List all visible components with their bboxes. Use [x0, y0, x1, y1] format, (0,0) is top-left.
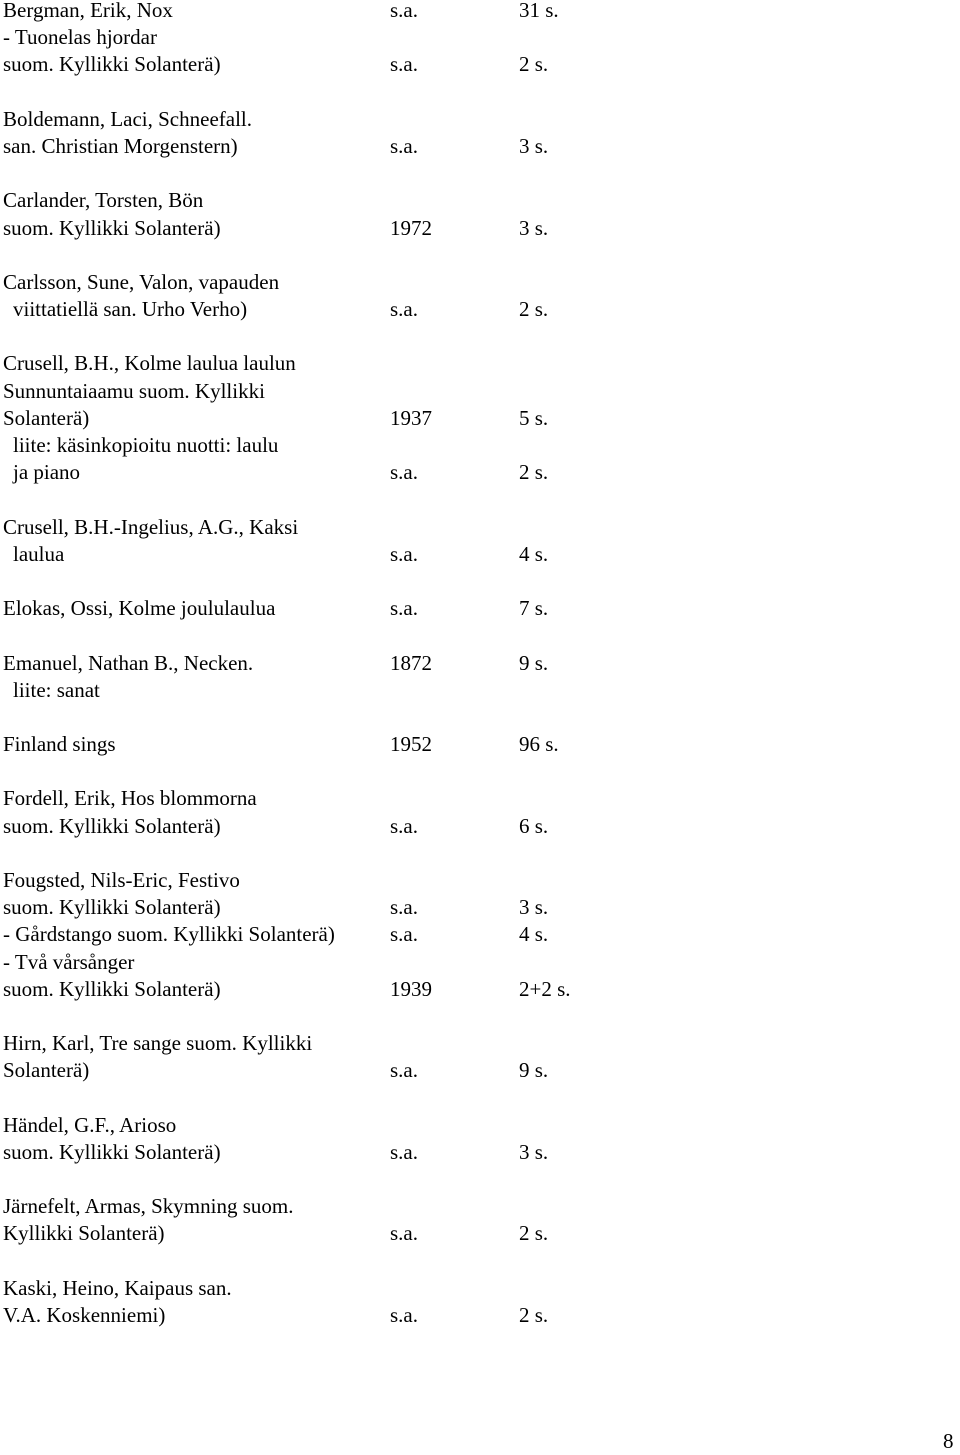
entry-line — [3, 296, 903, 323]
entry-line — [3, 921, 903, 948]
entry-pages: 9 s. — [519, 650, 549, 675]
entry-year: s.a. — [390, 0, 418, 22]
entry-text: Emanuel, Nathan B., Necken. — [3, 650, 254, 675]
entry-line — [3, 731, 903, 758]
entry-text: Crusell, B.H., Kolme laulua laulun — [3, 351, 296, 376]
entry-line — [3, 133, 903, 160]
entry-line — [3, 405, 903, 432]
entry-line — [3, 976, 903, 1003]
entry-pages: 31 s. — [519, 0, 559, 22]
entry-year: 1872 — [390, 650, 432, 675]
entry-line — [3, 459, 903, 486]
entry-text: liite: käsinkopioitu nuotti: laulu — [13, 433, 279, 457]
entry-year: s.a. — [390, 1303, 418, 1327]
entry-line — [3, 1057, 903, 1084]
entry-text: Fordell, Erik, Hos blommorna — [3, 786, 257, 811]
entry-text: Solanterä) — [3, 405, 90, 430]
catalog-listing — [3, 0, 903, 1356]
entry-line — [3, 24, 903, 51]
entry-line — [3, 0, 903, 24]
entry-text: Crusell, B.H.-Ingelius, A.G., Kaksi — [3, 514, 299, 539]
entry-text: Solanterä) — [3, 1058, 90, 1083]
catalog-entry — [3, 106, 903, 160]
entry-year: s.a. — [390, 922, 418, 947]
entry-pages: 2 s. — [519, 1221, 549, 1246]
entry-text: - Tuonelas hjordar — [3, 25, 157, 50]
entry-text: Händel, G.F., Arioso — [3, 1112, 177, 1137]
entry-line — [3, 51, 903, 78]
entry-line — [3, 1220, 903, 1247]
entry-text: Elokas, Ossi, Kolme joululaulua — [3, 596, 276, 621]
entry-text: Carlsson, Sune, Valon, vapauden — [3, 269, 280, 294]
entry-pages: 5 s. — [519, 405, 549, 430]
entry-line — [3, 1112, 903, 1139]
entry-pages: 3 s. — [519, 215, 549, 240]
entry-line — [3, 378, 903, 405]
entry-text: ja piano — [13, 460, 81, 485]
catalog-entry — [3, 514, 903, 568]
entry-year: s.a. — [390, 895, 418, 920]
catalog-entry — [3, 1193, 903, 1247]
entry-pages: 3 s. — [519, 1139, 549, 1164]
entry-year: s.a. — [390, 460, 418, 485]
entry-text: viittatiellä san. Urho Verho) — [13, 297, 248, 322]
catalog-entry — [3, 187, 903, 241]
entry-text: suom. Kyllikki Solanterä) — [3, 813, 221, 838]
entry-line — [3, 1030, 903, 1057]
entry-line — [3, 514, 903, 541]
entry-text: Bergman, Erik, Nox — [3, 0, 173, 22]
entry-line — [3, 813, 903, 840]
entry-year: s.a. — [390, 813, 418, 838]
entry-text: Kaski, Heino, Kaipaus san. — [3, 1275, 232, 1300]
entry-pages: 4 s. — [519, 541, 549, 566]
entry-line — [3, 269, 903, 296]
catalog-entry — [3, 1275, 903, 1329]
page-number: 8 — [943, 1429, 954, 1453]
entry-year: s.a. — [390, 1221, 418, 1246]
entry-year: s.a. — [390, 1058, 418, 1083]
entry-year: 1972 — [390, 215, 432, 240]
catalog-entry — [3, 0, 903, 79]
entry-text: laulua — [13, 541, 65, 566]
entry-pages: 2 s. — [519, 52, 549, 77]
entry-pages: 9 s. — [519, 1058, 549, 1083]
catalog-entry — [3, 1112, 903, 1166]
entry-text: Kyllikki Solanterä) — [3, 1221, 165, 1246]
entry-text: V.A. Koskenniemi) — [3, 1303, 166, 1327]
entry-line — [3, 187, 903, 214]
entry-pages: 2 s. — [519, 460, 549, 485]
entry-year: s.a. — [390, 133, 418, 158]
entry-pages: 4 s. — [519, 922, 549, 947]
entry-line — [3, 432, 903, 459]
entry-line — [3, 595, 903, 622]
entry-line — [3, 1193, 903, 1220]
entry-pages: 96 s. — [519, 732, 559, 757]
entry-line — [3, 867, 903, 894]
entry-text: Järnefelt, Armas, Skymning suom. — [3, 1194, 294, 1219]
entry-text: suom. Kyllikki Solanterä) — [3, 895, 221, 920]
entry-line — [3, 650, 903, 677]
entry-pages: 3 s. — [519, 133, 549, 158]
entry-text: suom. Kyllikki Solanterä) — [3, 52, 221, 77]
entry-pages: 7 s. — [519, 596, 549, 621]
entry-line — [3, 350, 903, 377]
catalog-entry — [3, 867, 903, 1003]
entry-text: Boldemann, Laci, Schneefall. — [3, 106, 252, 131]
entry-pages: 6 s. — [519, 813, 549, 838]
catalog-entry — [3, 650, 903, 704]
entry-text: suom. Kyllikki Solanterä) — [3, 215, 221, 240]
entry-text: san. Christian Morgenstern) — [3, 133, 238, 158]
entry-line — [3, 894, 903, 921]
entry-pages: 2 s. — [519, 297, 549, 322]
entry-line — [3, 785, 903, 812]
entry-line — [3, 1302, 903, 1329]
catalog-entry — [3, 731, 903, 758]
entry-pages: 3 s. — [519, 895, 549, 920]
entry-text: Sunnuntaiaamu suom. Kyllikki — [3, 378, 265, 403]
entry-text: - Två vårsånger — [3, 949, 135, 974]
entry-year: s.a. — [390, 297, 418, 322]
entry-line — [3, 677, 903, 704]
entry-line — [3, 106, 903, 133]
entry-line — [3, 1275, 903, 1302]
entry-year: 1939 — [390, 976, 432, 1001]
entry-line — [3, 949, 903, 976]
entry-year: s.a. — [390, 596, 418, 621]
entry-pages: 2+2 s. — [519, 976, 571, 1001]
entry-text: Hirn, Karl, Tre sange suom. Kyllikki — [3, 1031, 313, 1056]
entry-year: 1937 — [390, 405, 432, 430]
entry-year: s.a. — [390, 541, 418, 566]
entry-pages: 2 s. — [519, 1303, 549, 1327]
catalog-entry — [3, 595, 903, 622]
entry-year: s.a. — [390, 52, 418, 77]
entry-text: Finland sings — [3, 732, 116, 757]
entry-text: liite: sanat — [13, 677, 100, 702]
entry-line — [3, 215, 903, 242]
entry-line — [3, 541, 903, 568]
entry-year: 1952 — [390, 732, 432, 757]
catalog-entry — [3, 785, 903, 839]
catalog-entry — [3, 1030, 903, 1084]
entry-text: suom. Kyllikki Solanterä) — [3, 1139, 221, 1164]
catalog-entry — [3, 269, 903, 323]
entry-line — [3, 1139, 903, 1166]
entry-text: Fougsted, Nils-Eric, Festivo — [3, 868, 240, 892]
entry-text: - Gårdstango suom. Kyllikki Solanterä) — [3, 922, 335, 947]
catalog-entry — [3, 350, 903, 486]
entry-text: Carlander, Torsten, Bön — [3, 188, 204, 213]
entry-year: s.a. — [390, 1139, 418, 1164]
entry-text: suom. Kyllikki Solanterä) — [3, 976, 221, 1001]
